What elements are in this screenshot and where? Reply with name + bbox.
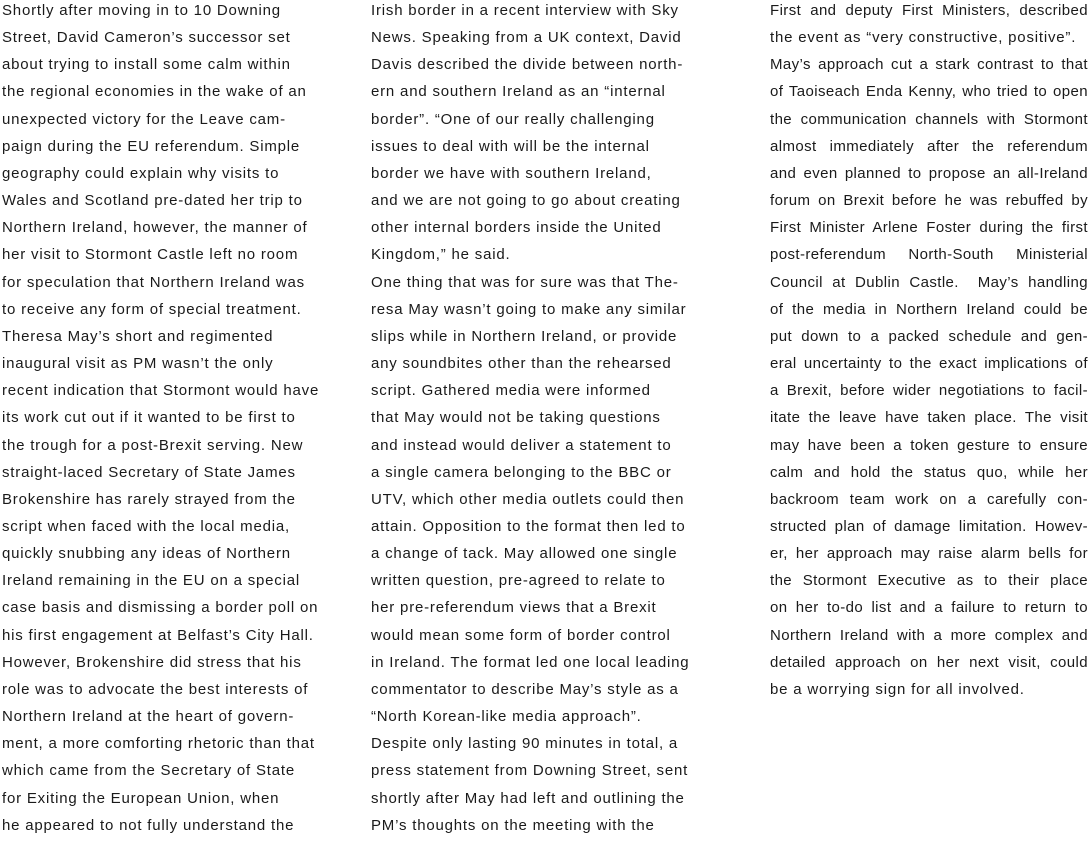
text-line: backroom team work on a carefully con- <box>770 490 1088 508</box>
text-line: may have been a token gesture to ensure <box>770 436 1088 454</box>
text-line: and we are not going to go about creating <box>371 192 681 210</box>
text-line: his first engagement at Belfast’s City Hall. <box>2 626 314 644</box>
text-line: for Exiting the European Union, when <box>2 789 280 807</box>
text-line: itate the leave have taken place. The visit <box>770 409 1088 427</box>
text-line: post-referendum North-South Ministerial <box>770 246 1088 264</box>
text-line: written question, pre-agreed to relate to <box>371 572 666 590</box>
text-line: would mean some form of border control <box>371 626 671 644</box>
text-line: script when faced with the local media, <box>2 517 290 535</box>
text-line: shortly after May had left and outlining the <box>371 789 685 807</box>
text-line: the regional economies in the wake of an <box>2 83 307 101</box>
text-line: press statement from Downing Street, sent <box>371 762 689 780</box>
text-line: the trough for a post-Brexit serving. New <box>2 436 304 454</box>
article-column-2 <box>371 0 693 839</box>
text-line: ern and southern Ireland as an “internal <box>371 83 666 101</box>
text-line: role was to advocate the best interests of <box>2 680 309 698</box>
text-line: Northern Ireland with a more complex and <box>770 626 1088 644</box>
text-line: May’s approach cut a stark contrast to that <box>770 56 1088 74</box>
text-line: be a worrying sign for all involved. <box>770 680 1025 698</box>
text-line: a single camera belonging to the BBC or <box>371 463 672 481</box>
text-line: straight-laced Secretary of State James <box>2 463 296 481</box>
article-column-1 <box>2 0 324 839</box>
text-line: News. Speaking from a UK context, David <box>371 29 682 47</box>
text-line: structed plan of damage limitation. Howev- <box>770 517 1088 535</box>
text-line: other internal borders inside the United <box>371 219 662 237</box>
text-line: Council at Dublin Castle. May’s handling <box>770 273 1088 291</box>
text-line: resa May wasn’t going to make any similar <box>371 300 687 318</box>
text-line: of the media in Northern Ireland could be <box>770 300 1088 318</box>
text-line: any soundbites other than the rehearsed <box>371 355 672 373</box>
text-line: Northern Ireland at the heart of govern- <box>2 708 295 726</box>
text-line: recent indication that Stormont would have <box>2 382 320 400</box>
text-line: for speculation that Northern Ireland was <box>2 273 305 291</box>
text-line: put down to a packed schedule and gen- <box>770 327 1088 345</box>
text-line: Ireland remaining in the EU on a special <box>2 572 300 590</box>
text-line: eral uncertainty to the exact implications of <box>770 355 1088 373</box>
text-line: quickly snubbing any ideas of Northern <box>2 545 291 563</box>
text-line: inaugural visit as PM wasn’t the only <box>2 355 274 373</box>
text-line: on her to-do list and a failure to return to <box>770 599 1088 617</box>
text-line: the communication channels with Stormont <box>770 110 1088 128</box>
text-line: its work cut out if it wanted to be first to <box>2 409 296 427</box>
text-line: he appeared to not fully understand the <box>2 816 295 834</box>
text-line: issues to deal with will be the internal <box>371 137 650 155</box>
text-line: Theresa May’s short and regimented <box>2 327 274 345</box>
text-line: Irish border in a recent interview with Sky <box>371 2 679 19</box>
text-line: Street, David Cameron’s successor set <box>2 29 291 47</box>
text-line: First Minister Arlene Foster during the first <box>770 219 1088 237</box>
text-line: Brokenshire has rarely strayed from the <box>2 490 296 508</box>
text-line: and instead would deliver a statement to <box>371 436 672 454</box>
text-line: Despite only lasting 90 minutes in total, a <box>371 735 679 753</box>
text-line: Northern Ireland, however, the manner of <box>2 219 308 237</box>
text-line: er, her approach may raise alarm bells for <box>770 545 1088 563</box>
text-line: calm and hold the status quo, while her <box>770 463 1088 481</box>
text-line: that May would not be taking questions <box>371 409 661 427</box>
text-line: PM’s thoughts on the meeting with the <box>371 816 655 834</box>
text-line: the event as “very constructive, positive”. <box>770 29 1077 47</box>
text-line: unexpected victory for the Leave cam- <box>2 110 286 128</box>
text-line: case basis and dismissing a border poll on <box>2 599 319 617</box>
text-line: Shortly after moving in to 10 Downing <box>2 2 281 19</box>
text-line: One thing that was for sure was that The- <box>371 273 679 291</box>
text-line: the Stormont Executive as to their place <box>770 572 1088 590</box>
text-line: detailed approach on her next visit, could <box>770 653 1088 671</box>
text-line: Kingdom,” he said. <box>371 246 511 264</box>
text-line: about trying to install some calm within <box>2 56 291 74</box>
text-line: First and deputy First Ministers, described <box>770 2 1088 19</box>
text-line: attain. Opposition to the format then led to <box>371 517 686 535</box>
text-line: border”. “One of our really challenging <box>371 110 655 128</box>
article-column-3 <box>770 0 1088 703</box>
text-line: her visit to Stormont Castle left no room <box>2 246 299 264</box>
text-line: and even planned to propose an all-Ireland <box>770 164 1088 182</box>
text-line: a Brexit, before wider negotiations to facil- <box>770 382 1088 400</box>
text-line: to receive any form of special treatment. <box>2 300 302 318</box>
text-line: border we have with southern Ireland, <box>371 164 652 182</box>
text-line: slips while in Northern Ireland, or provide <box>371 327 678 345</box>
text-line: UTV, which other media outlets could then <box>371 490 685 508</box>
text-line: a change of tack. May allowed one single <box>371 545 678 563</box>
text-line: of Taoiseach Enda Kenny, who tried to open <box>770 83 1088 101</box>
text-line: ment, a more comforting rhetoric than that <box>2 735 315 753</box>
text-line: forum on Brexit before he was rebuffed by <box>770 192 1088 210</box>
text-line: Wales and Scotland pre-dated her trip to <box>2 192 303 210</box>
text-line: script. Gathered media were informed <box>371 382 651 400</box>
text-line: However, Brokenshire did stress that his <box>2 653 302 671</box>
text-line: her pre-referendum views that a Brexit <box>371 599 657 617</box>
text-line: commentator to describe May’s style as a <box>371 680 679 698</box>
text-line: “North Korean-like media approach”. <box>371 708 642 726</box>
text-line: in Ireland. The format led one local leading <box>371 653 690 671</box>
text-line: Davis described the divide between north- <box>371 56 684 74</box>
text-line: almost immediately after the referendum <box>770 137 1088 155</box>
text-line: geography could explain why visits to <box>2 164 280 182</box>
text-line: paign during the EU referendum. Simple <box>2 137 301 155</box>
text-line: which came from the Secretary of State <box>2 762 296 780</box>
